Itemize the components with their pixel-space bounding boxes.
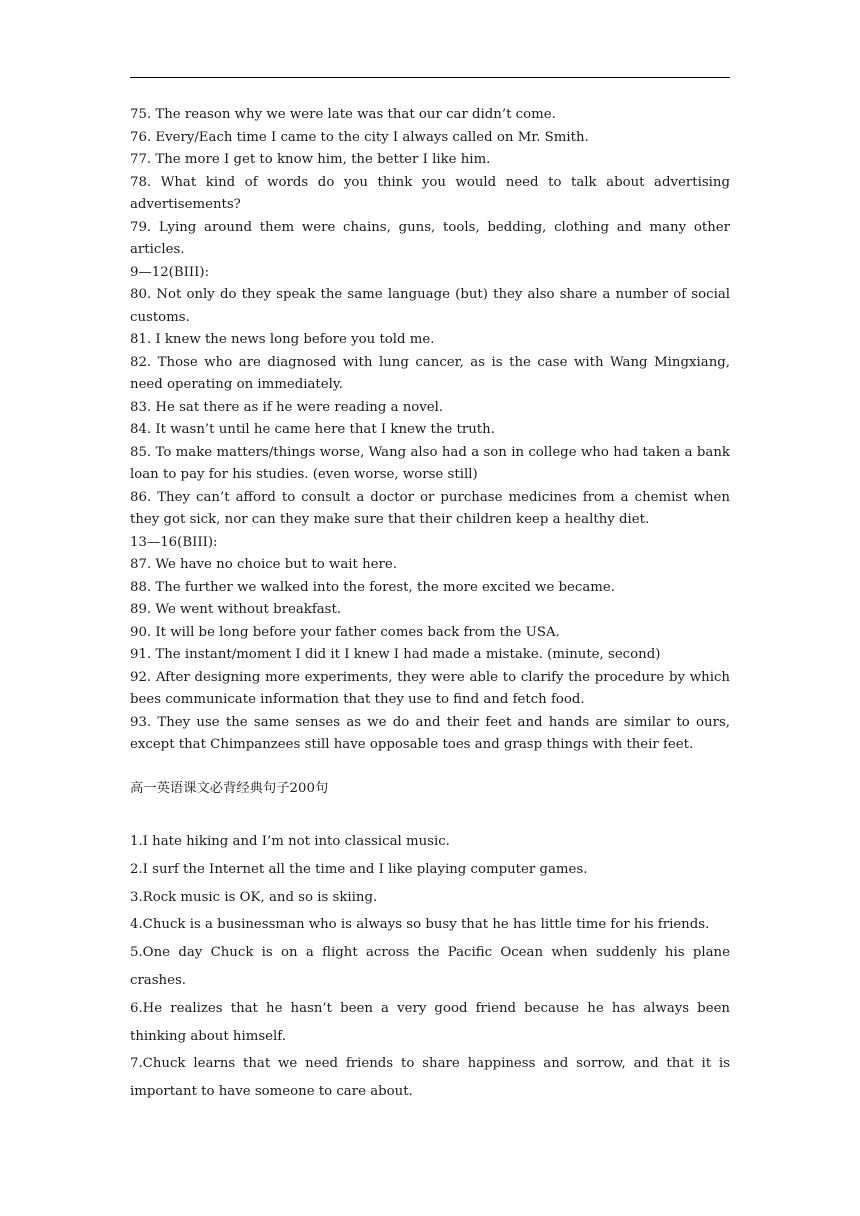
sentence: 85. To make matters/things worse, Wang also had a son in college who had taken a bank loan to pay for his studies. (even worse, worse still) [130,444,730,482]
section-heading: 高一英语课文必背经典句子200句 [130,781,329,796]
sentence-list-1 [130,104,730,757]
sentence: 91. The instant/moment I did it I knew I had made a mistake. (minute, second) [130,647,661,662]
sentence: 1.I hate hiking and I’m not into classical music. [130,834,450,849]
sentence: 3.Rock music is OK, and so is skiing. [130,889,378,905]
sentence: 77. The more I get to know him, the better I like him. [130,152,491,167]
sentence: 90. It will be long before your father comes back from the USA. [130,624,560,640]
sentence: 83. He sat there as if he were reading a novel. [130,399,444,415]
header-rule [130,77,730,78]
sentence: 4.Chuck is a businessman who is always so busy that he has little time for his friends. [130,917,710,933]
sentence: 87. We have no choice but to wait here. [130,557,397,572]
sentence: 76. Every/Each time I came to the city I always called on Mr. Smith. [130,129,589,145]
sentence: 7.Chuck learns that we need friends to share happiness and sorrow, and that it is important to have someone to care about. [130,1056,730,1100]
sentence-list-2 [130,828,730,1106]
sentence: 79. Lying around them were chains, guns, tools, bedding, clothing and many other articles. [130,219,730,257]
sentence: 6.He realizes that he hasn’t been a very good friend because he has always been thinking about himself. [130,1000,730,1044]
sentence: 2.I surf the Internet all the time and I like playing computer games. [130,861,588,877]
sentence: 84. It wasn’t until he came here that I knew the truth. [130,422,495,437]
sentence: 88. The further we walked into the forest, the more excited we became. [130,579,615,595]
sentence: 81. I knew the news long before you told me. [130,332,435,347]
sentence: 92. After designing more experiments, they were able to clarify the procedure by which bees communicate information that they use to find and fetch food. [130,669,730,707]
sentence: 82. Those who are diagnosed with lung cancer, as is the case with Wang Mingxiang, need operating on immediately. [130,354,730,392]
sentence: 93. They use the same senses as we do and their feet and hands are similar to ours, except that Chimpanzees still have opposable toes and grasp things with their feet. [130,714,730,752]
sentence: 86. They can’t afford to consult a doctor or purchase medicines from a chemist when they got sick, nor can they make sure that their children keep a healthy diet. [130,489,730,527]
sentence: 89. We went without breakfast. [130,602,342,617]
unit-label: 13—16(BIII): [130,534,218,550]
sentence: 78. What kind of words do you think you would need to talk about advertising advertisements? [130,174,730,212]
unit-label: 9—12(BIII): [130,264,210,280]
sentence: 75. The reason why we were late was that our car didn’t come. [130,107,556,122]
sentence: 80. Not only do they speak the same language (but) they also share a number of social customs. [130,287,730,325]
sentence: 5.One day Chuck is on a flight across the Pacific Ocean when suddenly his plane crashes. [130,945,730,988]
